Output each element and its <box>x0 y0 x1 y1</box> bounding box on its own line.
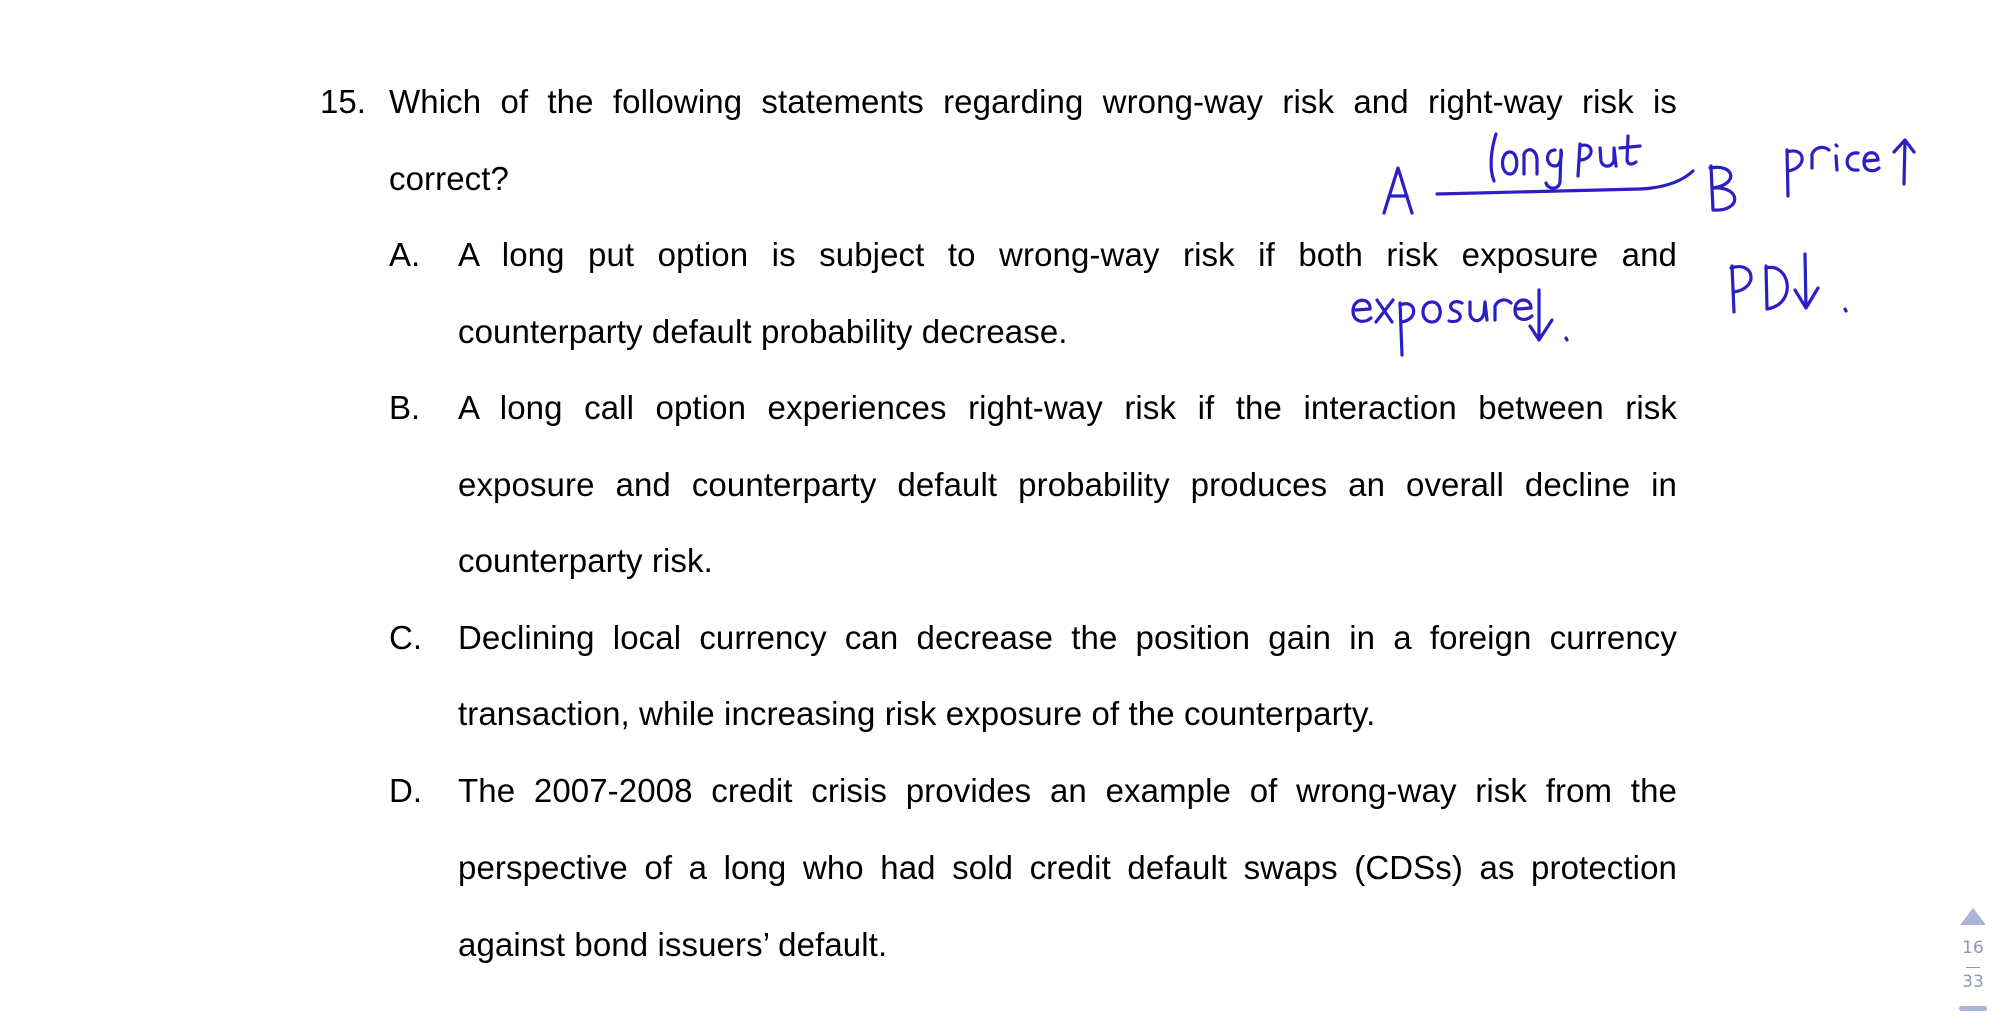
question-stem-line-2: correct? <box>389 160 510 197</box>
option-a-line-2: counterparty default probability decrease. <box>458 313 1068 350</box>
option-b-letter: B. <box>389 389 421 426</box>
page-navigator <box>1950 900 1996 1015</box>
option-c-line-2: transaction, while increasing risk exposure of the counterparty. <box>458 695 1376 732</box>
option-d-line-1: The 2007-2008 credit crisis provides an example of wrong-way risk from the <box>458 772 1677 809</box>
ink-pd-down <box>1731 254 1846 312</box>
ink-letter-a <box>1384 168 1412 213</box>
current-page-number: 16 <box>1962 938 1984 958</box>
option-d-line-3: against bond issuers’ default. <box>458 926 888 963</box>
ink-arrow-line <box>1437 171 1693 194</box>
option-b-line-3: counterparty risk. <box>458 542 713 579</box>
option-b-line-2: exposure and counterparty default probability produces an overall decline in <box>458 466 1677 503</box>
ink-letter-b <box>1710 166 1735 210</box>
page-number-divider <box>1966 967 1980 968</box>
previous-page-arrow-icon[interactable] <box>1960 908 1986 925</box>
option-d-letter: D. <box>389 772 422 809</box>
option-a-letter: A. <box>389 236 421 273</box>
option-c-letter: C. <box>389 619 422 656</box>
question-stem-line-1: Which of the following statements regarding wrong-way risk and right-way risk is <box>389 83 1677 120</box>
option-a-line-1: A long put option is subject to wrong-way risk if both risk exposure and <box>458 236 1677 273</box>
option-d-line-2: perspective of a long who had sold credit default swaps (CDSs) as protection <box>458 849 1677 886</box>
ink-long-put <box>1491 134 1640 188</box>
option-b-line-1: A long call option experiences right-way risk if the interaction between risk <box>458 389 1677 426</box>
next-page-arrow-icon[interactable] <box>1959 1006 1987 1011</box>
ink-exposure-down <box>1353 290 1567 355</box>
total-page-count: 33 <box>1962 972 1984 992</box>
ink-price-up <box>1787 140 1914 196</box>
option-c-line-1: Declining local currency can decrease the position gain in a foreign currency <box>458 619 1677 656</box>
question-number: 15. <box>320 83 366 120</box>
